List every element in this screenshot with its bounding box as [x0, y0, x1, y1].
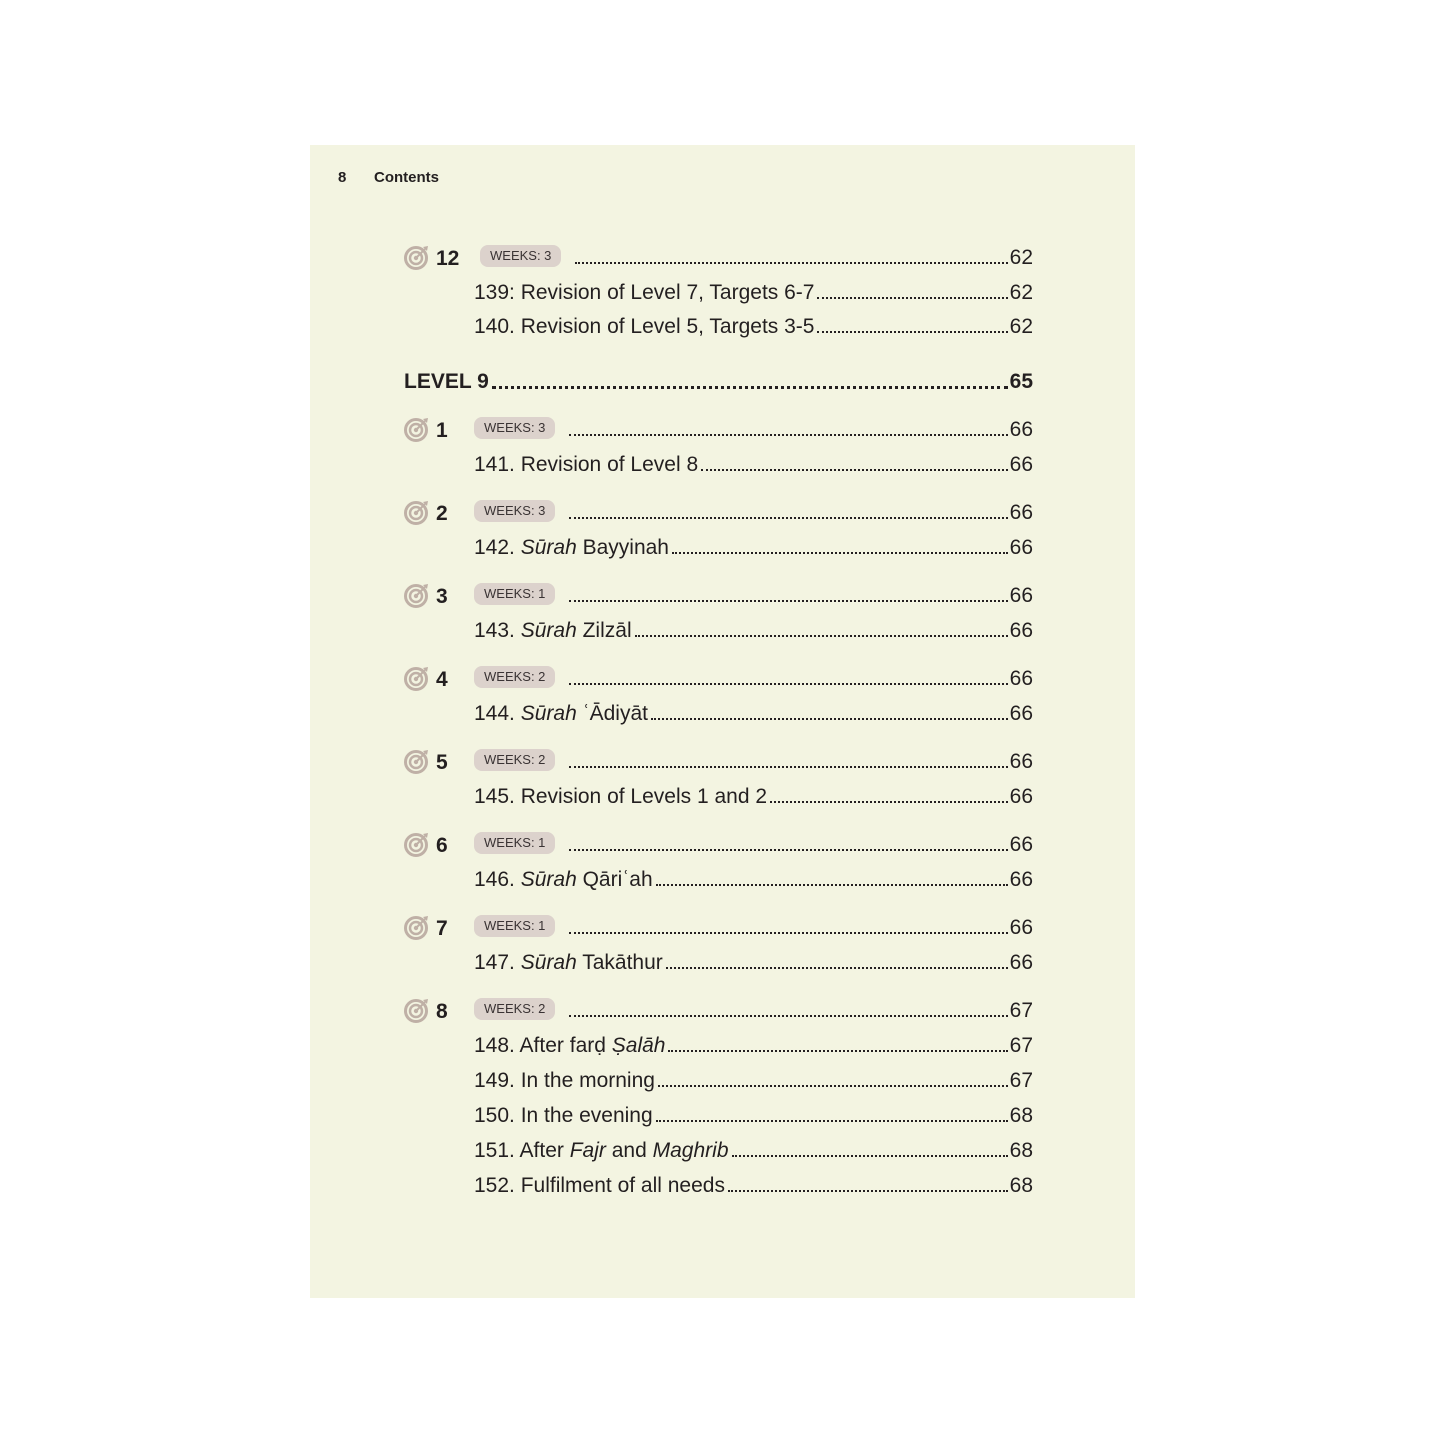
entry-italic: Fajr: [569, 1139, 606, 1162]
leader-dots: [817, 331, 1007, 333]
entry-text: 148. After farḍ: [474, 1034, 612, 1057]
dot-leader: [566, 751, 1033, 774]
target-icon: [404, 748, 430, 774]
entry-text: 141. Revision of Level 8: [474, 453, 699, 476]
dot-leader: [566, 1000, 1033, 1023]
target-icon: [404, 499, 430, 525]
target-row[interactable]: [310, 244, 1033, 270]
entry-text: 152. Fulfilment of all needs: [474, 1174, 725, 1197]
weeks-badge: WEEKS: 3: [480, 245, 561, 267]
leader-dots: [569, 517, 1008, 519]
target-row[interactable]: [310, 914, 1033, 940]
weeks-badge: WEEKS: 3: [474, 500, 555, 522]
page-ref: 67: [1009, 1069, 1033, 1092]
running-head: [338, 169, 439, 186]
target-icon: [404, 582, 430, 608]
entry-italic: Sūrah: [520, 702, 577, 725]
weeks-badge: WEEKS: 1: [474, 915, 555, 937]
page-title: Contents: [374, 169, 439, 186]
leader-dots: [732, 1155, 1008, 1157]
target-number: 5: [436, 751, 448, 774]
toc-entry[interactable]: [474, 868, 1033, 892]
toc-entry[interactable]: [474, 702, 1033, 726]
page-ref: 66: [1009, 702, 1033, 725]
dot-leader: [566, 668, 1033, 691]
entry-title: [474, 1104, 653, 1128]
target-number: 7: [436, 917, 448, 940]
page-ref: 66: [1009, 501, 1033, 524]
toc-entry[interactable]: [474, 453, 1033, 477]
target-row[interactable]: [310, 997, 1033, 1023]
page-ref: 68: [1009, 1174, 1033, 1197]
entry-title: [474, 951, 663, 975]
target-number: 12: [436, 247, 460, 270]
entry-title: [474, 785, 767, 809]
target-icon: [404, 416, 430, 442]
target-icon: [404, 244, 430, 270]
leader-dots: [668, 1050, 1007, 1052]
leader-dots: [569, 849, 1008, 851]
entry-text: 147.: [474, 951, 521, 974]
target-icon: [404, 914, 430, 940]
page-ref: 67: [1009, 1034, 1033, 1057]
dot-leader: [566, 502, 1033, 525]
entry-title: [474, 1034, 665, 1058]
entry-text: 145. Revision of Levels 1 and 2: [474, 785, 768, 808]
entry-title: [474, 1174, 725, 1198]
target-row[interactable]: [310, 831, 1033, 857]
leader-dots: [656, 1120, 1008, 1122]
leader-dots: [569, 434, 1008, 436]
weeks-badge: WEEKS: 2: [474, 998, 555, 1020]
entry-title: [474, 1139, 729, 1163]
leader-dots: [728, 1190, 1008, 1192]
leader-dots: [635, 635, 1008, 637]
page-ref: 66: [1009, 584, 1033, 607]
toc-entry[interactable]: [474, 315, 1033, 339]
target-number: 3: [436, 585, 448, 608]
weeks-badge: WEEKS: 2: [474, 749, 555, 771]
entry-text: 149. In the morning: [474, 1069, 655, 1092]
page-ref: 66: [1009, 667, 1033, 690]
entry-title: [474, 453, 698, 477]
entry-text-suffix: Zilzāl: [576, 619, 632, 642]
entry-italic: Ṣalāh: [611, 1034, 666, 1057]
page-ref: 66: [1009, 750, 1033, 773]
page-ref: 66: [1009, 916, 1033, 939]
target-icon: [404, 997, 430, 1023]
entry-text-suffix: Bayyinah: [576, 536, 669, 559]
leader-dots: [569, 683, 1008, 685]
target-row[interactable]: [310, 499, 1033, 525]
entry-text-suffix: Takāthur: [576, 951, 663, 974]
leader-dots: [651, 718, 1008, 720]
page-ref: 67: [1009, 999, 1033, 1022]
level-title: LEVEL 9: [404, 370, 489, 393]
page-number: 8: [338, 169, 347, 186]
page-ref: 62: [1009, 246, 1033, 269]
entry-text: 142.: [474, 536, 521, 559]
leader-dots: [569, 600, 1008, 602]
entry-italic-2: Maghrib: [652, 1139, 729, 1162]
target-number: 6: [436, 834, 448, 857]
leader-dots: [658, 1085, 1008, 1087]
leader-dots: [701, 469, 1008, 471]
leader-dots: [666, 967, 1008, 969]
entry-title: [474, 702, 648, 726]
target-number: 2: [436, 502, 448, 525]
toc-entry[interactable]: [474, 1139, 1033, 1163]
page-ref: 66: [1009, 418, 1033, 441]
toc-entry[interactable]: [474, 785, 1033, 809]
target-number: 8: [436, 1000, 448, 1023]
dot-leader: [566, 917, 1033, 940]
toc-entry[interactable]: [474, 1069, 1033, 1093]
leader-dots: [569, 932, 1008, 934]
page-ref: 66: [1009, 951, 1033, 974]
target-row[interactable]: [310, 665, 1033, 691]
weeks-badge: WEEKS: 2: [474, 666, 555, 688]
entry-text: 151. After: [474, 1139, 570, 1162]
entry-text-suffix: Qāriʿah: [576, 868, 653, 891]
page-ref: 66: [1009, 453, 1033, 476]
level-heading[interactable]: [404, 370, 1033, 394]
dot-leader: [566, 419, 1033, 442]
leader-dots: [569, 1015, 1008, 1017]
target-icon: [404, 831, 430, 857]
entry-italic: Sūrah: [520, 868, 577, 891]
leader-dots: [817, 297, 1007, 299]
page-ref: 66: [1009, 785, 1033, 808]
leader-dots: [770, 801, 1008, 803]
page-ref: 68: [1009, 1104, 1033, 1127]
page-ref: 68: [1009, 1139, 1033, 1162]
entry-text-suffix: ʿĀdiyāt: [576, 702, 648, 725]
level-page: 65: [1009, 370, 1033, 393]
toc-entry[interactable]: [474, 1104, 1033, 1128]
book-page: [310, 145, 1135, 1298]
target-row[interactable]: [310, 748, 1033, 774]
target-number: 4: [436, 668, 448, 691]
entry-italic: Sūrah: [520, 951, 577, 974]
page-ref: 66: [1009, 619, 1033, 642]
dot-leader: [566, 585, 1033, 608]
toc-entry[interactable]: [474, 1034, 1033, 1058]
target-row[interactable]: [310, 416, 1033, 442]
entry-text: 146.: [474, 868, 521, 891]
target-row[interactable]: [310, 582, 1033, 608]
dot-leader: [572, 247, 1033, 270]
entry-italic: Sūrah: [520, 536, 577, 559]
entry-text: 150. In the evening: [474, 1104, 653, 1127]
weeks-badge: WEEKS: 1: [474, 583, 555, 605]
toc-entry[interactable]: [474, 1174, 1033, 1198]
target-icon: [404, 665, 430, 691]
page-ref: 62: [1009, 281, 1033, 304]
entry-title: [474, 281, 814, 305]
weeks-badge: WEEKS: 3: [474, 417, 555, 439]
leader-dots: [569, 766, 1008, 768]
dot-leader: [566, 834, 1033, 857]
toc-entry[interactable]: [474, 951, 1033, 975]
leader-dots: [672, 552, 1008, 554]
page-ref: 66: [1009, 868, 1033, 891]
entry-text: 144.: [474, 702, 521, 725]
toc-entry[interactable]: [474, 536, 1033, 560]
entry-text: 140. Revision of Level 5, Targets 3-5: [474, 315, 815, 338]
entry-text-suffix: and: [605, 1139, 653, 1162]
entry-title: [474, 868, 653, 892]
entry-title: [474, 1069, 655, 1093]
leader-dots: [575, 262, 1008, 264]
page-ref: 66: [1009, 536, 1033, 559]
entry-text: 139: Revision of Level 7, Targets 6-7: [474, 281, 815, 304]
entry-text: 143.: [474, 619, 521, 642]
entry-title: [474, 315, 814, 339]
toc-entry[interactable]: [474, 281, 1033, 305]
page-ref: 62: [1009, 315, 1033, 338]
leader-dots: [492, 386, 1008, 389]
entry-title: [474, 536, 669, 560]
toc-entry[interactable]: [474, 619, 1033, 643]
leader-dots: [656, 884, 1008, 886]
weeks-badge: WEEKS: 1: [474, 832, 555, 854]
target-number: 1: [436, 419, 448, 442]
page-ref: 66: [1009, 833, 1033, 856]
entry-italic: Sūrah: [520, 619, 577, 642]
entry-title: [474, 619, 632, 643]
